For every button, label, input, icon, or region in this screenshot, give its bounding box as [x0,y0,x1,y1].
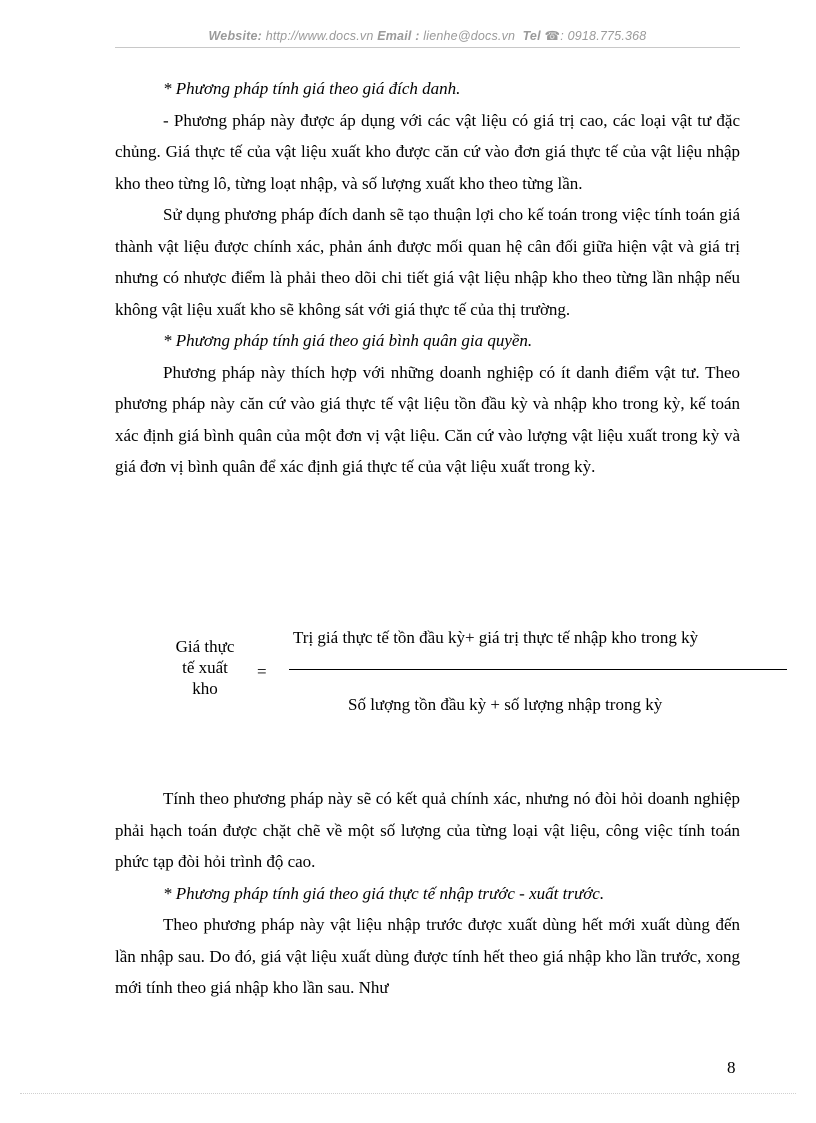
weighted-average-formula [115,628,790,728]
tel-label: Tel [522,29,541,43]
website-label: Website: [208,29,262,43]
phone-icon: ☎ [544,29,561,43]
paragraph-weighted-average: Phương pháp này thích hợp với những doanh nghiệp có ít danh điểm vật tư. Theo phương pháp này căn cứ vào giá thực tế vật liệu tồn đầu kỳ và nhập kho trong kỳ, kế toán xác định giá bình quân của một đơn vị vật liệu. Căn cứ vào lượng vật liệu xuất trong kỳ và giá đơn vị bình quân để xác định giá thực tế của vật liệu xuất trong kỳ. [115,362,740,476]
heading-specific-identification: * Phương pháp tính giá theo giá đích danh. [163,79,461,98]
formula-equals-sign: = [257,662,267,681]
formula-left-line3: kho [192,679,218,698]
document-body-bottom [115,783,740,1004]
website-url[interactable]: http://www.docs.vn [265,29,374,43]
formula-numerator: Trị giá thực tế tồn đầu kỳ+ giá trị thực tế nhập kho trong kỳ [293,628,699,647]
formula-left-side [165,636,245,699]
formula-left-line2: tế xuất [182,658,228,677]
formula-fraction-bar [289,669,787,670]
paragraph-weighted-average-evaluation: Tính theo phương pháp này sẽ có kết quả chính xác, nhưng nó đòi hỏi doanh nghiệp phải hạch toán được chặt chẽ về một số lượng của từng loại vật liệu, công việc tính toán phức tạp đòi hỏi trình độ cao. [115,789,740,871]
page-number: 8 [727,1058,736,1077]
tel-number: : 0918.775.368 [560,29,647,43]
paragraph-specific-identification-pros-cons: Sử dụng phương pháp đích danh sẽ tạo thuận lợi cho kế toán trong việc tính toán giá thành vật liệu được chính xác, phản ánh được mối quan hệ cân đối giữa hiện vật và giá trị nhưng có nhược điểm là phải theo dõi chi tiết giá vật liệu nhập kho theo từng lần nhập nếu không vật liệu xuất kho sẽ không sát với giá thực tế của thị trường. [115,205,740,319]
heading-weighted-average: * Phương pháp tính giá theo giá bình quân gia quyền. [163,331,533,350]
formula-denominator: Số lượng tồn đầu kỳ + số lượng nhập trong kỳ [348,695,663,714]
document-body-top [115,73,740,483]
email-address[interactable]: lienhe@docs.vn [423,29,516,43]
heading-fifo: * Phương pháp tính giá theo giá thực tế nhập trước - xuất trước. [163,883,605,903]
paragraph-specific-identification-scope: - Phương pháp này được áp dụng với các vật liệu có giá trị cao, các loại vật tư đặc chủng. Giá thực tế của vật liệu xuất kho được căn cứ vào đơn giá thực tế của vật liệu nhập kho theo từng lô, từng loạt nhập, và số lượng xuất kho theo từng lần. [115,110,740,193]
paragraph-fifo: Theo phương pháp này vật liệu nhập trước được xuất dùng hết mới xuất dùng đến lần nhập sau. Do đó, giá vật liệu xuất dùng được tính hết theo giá nhập kho lần trước, xong mới tính theo giá nhập kho lần sau. Như [115,915,740,997]
footer-divider [20,1093,796,1094]
page-header [115,28,740,43]
email-label: Email : [377,29,420,43]
header-divider [115,47,740,48]
formula-left-line1: Giá thực [175,637,235,656]
